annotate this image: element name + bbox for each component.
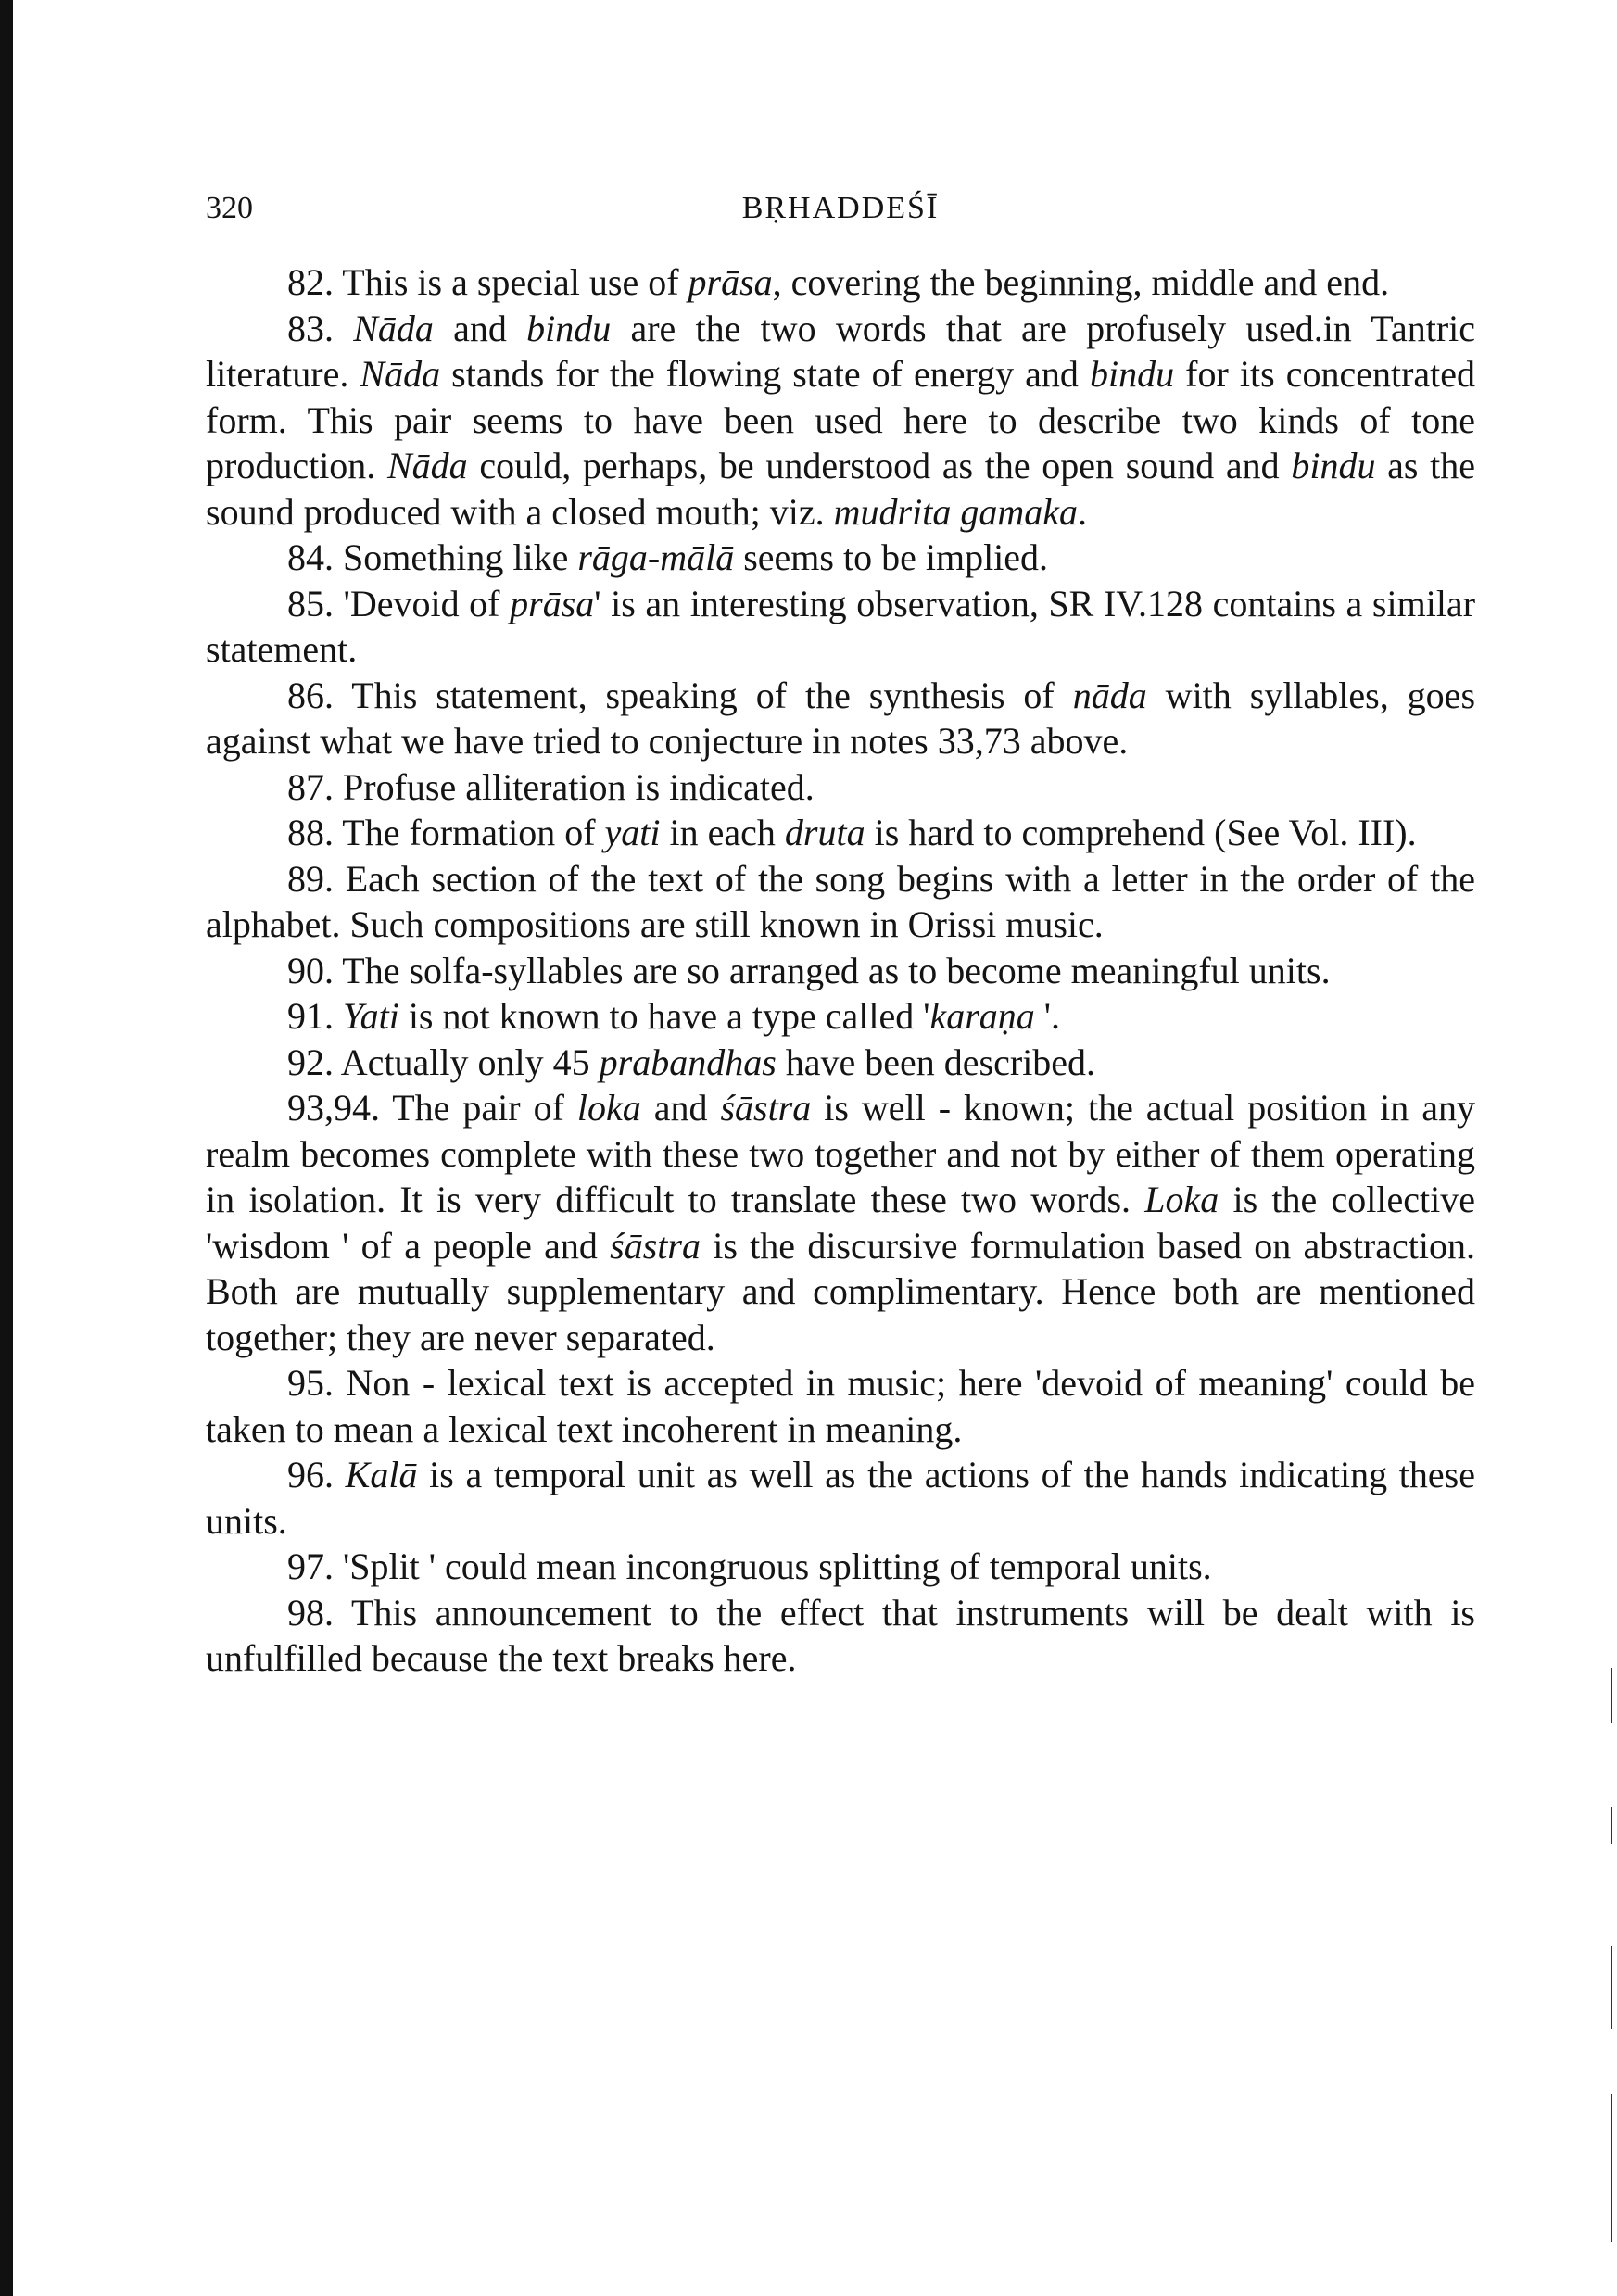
italic-term: yati: [604, 812, 661, 853]
italic-term: śāstra: [610, 1224, 701, 1267]
scan-mark: [1611, 2094, 1612, 2242]
endnote: [206, 993, 1475, 1040]
note-number: 87.: [287, 765, 334, 808]
italic-term: Nāda: [360, 353, 441, 395]
note-text: are the two words that are profusely used.in Tantric literature.: [206, 307, 1475, 395]
note-number: 88.: [287, 812, 334, 853]
note-number: 96.: [287, 1454, 334, 1495]
note-text: [334, 1454, 346, 1495]
note-text: seems to be implied.: [734, 536, 1049, 578]
note-text: have been described.: [776, 1041, 1096, 1083]
note-text: could, perhaps, be understood as the open sound and: [467, 445, 1292, 486]
note-text: stands for the flowing state of energy and: [440, 353, 1090, 395]
note-text: 'Split ' could mean incongruous splitting of temporal units.: [334, 1545, 1212, 1587]
italic-term: bindu: [526, 307, 612, 349]
note-text: .: [1077, 490, 1087, 533]
italic-term: bindu: [1291, 445, 1376, 486]
note-text: Something like: [334, 536, 578, 578]
italic-term: Kalā: [345, 1454, 418, 1495]
note-text: The pair of: [380, 1087, 577, 1129]
page: [206, 185, 1475, 1682]
endnote: [206, 535, 1475, 581]
note-text: [334, 308, 353, 349]
endnote: [206, 810, 1475, 856]
italic-term: karaṇa: [929, 995, 1035, 1037]
page-header: [206, 185, 1475, 241]
note-text: The formation of: [334, 812, 605, 853]
note-text: Non - lexical text is accepted in music; here 'devoid of meaning' could be taken to mean a lexical text incoherent in meaning.: [206, 1362, 1475, 1450]
note-text: This announcement to the effect that instruments will be dealt with is unfulfilled because the text breaks here.: [206, 1591, 1475, 1679]
note-number: 86.: [287, 674, 334, 716]
note-number: 84.: [287, 536, 334, 578]
note-number: 92.: [287, 1041, 334, 1083]
scan-mark: [1611, 1807, 1612, 1844]
endnote: [206, 1040, 1475, 1086]
note-text: and: [640, 1087, 721, 1129]
endnote: [206, 764, 1475, 811]
page-edge-shadow: [0, 0, 13, 2296]
note-text: 'Devoid of: [334, 582, 511, 624]
scan-mark: [1611, 1668, 1612, 1723]
italic-term: mudrita gamaka: [833, 490, 1078, 533]
italic-term: Loka: [1144, 1179, 1219, 1220]
note-text: is a temporal unit as well as the actions of the hands indicating these units.: [206, 1454, 1475, 1542]
note-text: is well - known; the actual position in any realm becomes complete with these two together and not by either of them operating in isolation. It is very difficult to translate these two words.: [206, 1087, 1475, 1220]
note-number: 97.: [287, 1545, 334, 1587]
running-head: BṚHADDEŚĪ: [741, 191, 940, 225]
note-number: 91.: [287, 995, 334, 1037]
note-text: is the discursive formulation based on abstraction. Both are mutually supplementary and complimentary. Hence both are mentioned together; they are never separated.: [206, 1224, 1475, 1358]
scan-mark: [1611, 1946, 1612, 2029]
note-text: '.: [1034, 995, 1060, 1037]
note-text: in each: [660, 812, 785, 853]
italic-term: Nāda: [386, 445, 468, 486]
note-number: 82.: [287, 261, 334, 303]
italic-term: loka: [576, 1087, 641, 1129]
note-number: 98.: [287, 1591, 334, 1634]
endnote: [206, 948, 1475, 994]
note-text: as the sound produced with a closed mouth; viz.: [206, 445, 1476, 533]
note-text: with syllables, goes against what we have tried to conjecture in notes 33,73 above.: [206, 674, 1476, 762]
italic-term: prāsa: [688, 261, 773, 303]
italic-term: Nāda: [353, 307, 434, 349]
italic-term: prāsa: [510, 582, 595, 624]
italic-term: prabandhas: [599, 1041, 777, 1083]
endnote: [206, 306, 1475, 536]
note-number: 83.: [287, 307, 334, 349]
endnote: [206, 856, 1475, 948]
note-text: Profuse alliteration is indicated.: [334, 765, 815, 808]
italic-term: bindu: [1089, 353, 1175, 395]
note-text: is the collective 'wisdom ' of a people and: [206, 1179, 1476, 1267]
italic-term: rāga-mālā: [577, 536, 735, 578]
note-text: Each section of the text of the song begins with a letter in the order of the alphabet. Such compositions are still known in Orissi music.: [206, 857, 1475, 945]
note-text: for its concentrated form. This pair seems to have been used here to describe two kinds of tone production.: [206, 353, 1476, 486]
page-number: 320: [206, 191, 253, 225]
italic-term: Yati: [343, 995, 399, 1037]
italic-term: druta: [784, 812, 865, 853]
note-number: 85.: [287, 582, 334, 624]
endnote: [206, 673, 1475, 764]
note-text: Actually only 45: [334, 1041, 600, 1083]
italic-term: śāstra: [720, 1087, 812, 1129]
endnote: [206, 259, 1475, 306]
note-text: and: [433, 307, 527, 349]
endnote: [206, 1452, 1475, 1544]
note-text: is not known to have a type called ': [398, 995, 930, 1037]
note-number: 95.: [287, 1362, 334, 1404]
note-text: , covering the beginning, middle and end.: [772, 261, 1390, 303]
note-text: [334, 995, 343, 1037]
endnote: [206, 1085, 1475, 1360]
note-text: The solfa-syllables are so arranged as to become meaningful units.: [334, 949, 1331, 991]
endnote: [206, 1590, 1475, 1682]
endnotes: [206, 259, 1475, 1682]
note-text: ' is an interesting observation, SR IV.128 contains a similar statement.: [206, 582, 1476, 670]
note-number: 93,94.: [287, 1087, 380, 1129]
endnote: [206, 1360, 1475, 1452]
note-number: 90.: [287, 949, 334, 991]
note-text: is hard to comprehend (See Vol. III).: [865, 812, 1417, 853]
italic-term: nāda: [1072, 674, 1147, 716]
note-number: 89.: [287, 857, 334, 900]
note-text: This is a special use of: [334, 261, 688, 303]
endnote: [206, 1544, 1475, 1590]
note-text: This statement, speaking of the synthesis of: [334, 674, 1073, 716]
endnote: [206, 581, 1475, 673]
